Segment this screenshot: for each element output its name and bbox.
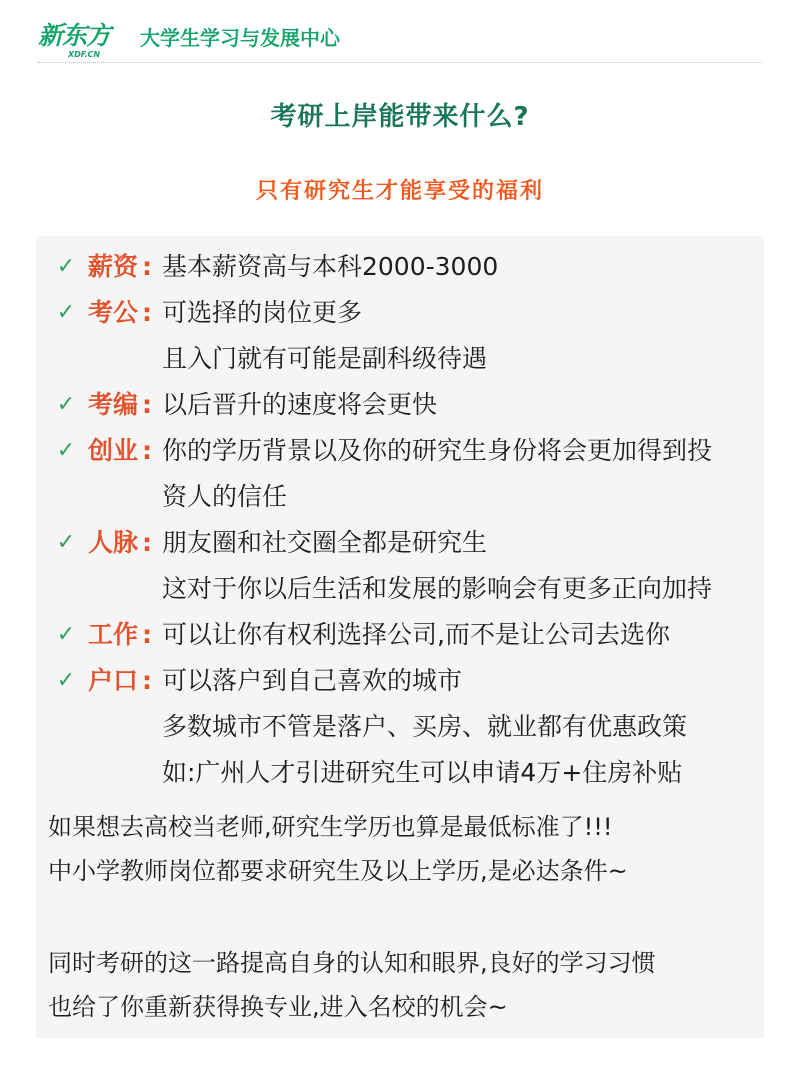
checkmark-icon: ✓ xyxy=(56,392,76,417)
benefit-desc: 可以落户到自己喜欢的城市 xyxy=(162,666,463,695)
benefit-desc: 基本薪资高与本科2000-3000 xyxy=(162,252,499,281)
benefit-label: 创业 xyxy=(88,436,139,465)
benefit-continuation xyxy=(36,336,764,382)
checkmark-icon: ✓ xyxy=(56,300,76,325)
closing-paragraph-line: 同时考研的这一路提高自身的认知和眼界,良好的学习习惯 xyxy=(48,949,656,977)
benefit-colon: : xyxy=(142,298,152,327)
benefit-label: 人脉 xyxy=(88,528,139,557)
benefit-colon: : xyxy=(142,620,152,649)
benefit-colon: : xyxy=(142,390,152,419)
logo-text: 新东方 xyxy=(38,21,111,50)
main-title: 考研上岸能带来什么? xyxy=(270,102,530,132)
closing-paragraph-line: 也给了你重新获得换专业,进入名校的机会~ xyxy=(48,993,508,1021)
benefit-desc-line: 多数城市不管是落户、买房、就业都有优惠政策 xyxy=(162,712,688,741)
content-panel xyxy=(36,236,764,1038)
benefit-continuation xyxy=(36,474,764,520)
benefit-label: 户口 xyxy=(88,666,139,695)
benefit-colon: : xyxy=(142,666,152,695)
checkmark-icon: ✓ xyxy=(56,438,76,463)
benefit-item-job xyxy=(36,612,764,658)
header-title: 大学生学习与发展中心 xyxy=(140,26,340,50)
benefit-continuation xyxy=(36,704,764,750)
benefit-desc: 可以让你有权利选择公司,而不是让公司去选你 xyxy=(162,620,670,649)
logo xyxy=(38,22,120,62)
benefit-item-startup xyxy=(36,428,764,474)
benefit-item-network xyxy=(36,520,764,566)
benefit-label: 考公 xyxy=(88,298,139,327)
benefit-item-hukou xyxy=(36,658,764,704)
checkmark-icon: ✓ xyxy=(56,668,76,693)
benefit-continuation xyxy=(36,750,764,796)
closing-paragraph-line: 中小学教师岗位都要求研究生及以上学历,是必达条件~ xyxy=(48,857,628,885)
benefit-desc: 朋友圈和社交圈全都是研究生 xyxy=(162,528,488,557)
benefit-desc: 以后晋升的速度将会更快 xyxy=(162,390,438,419)
benefit-desc: 可选择的岗位更多 xyxy=(162,298,363,327)
benefit-colon: : xyxy=(142,436,152,465)
header-divider xyxy=(38,62,762,63)
benefit-colon: : xyxy=(142,252,152,281)
header xyxy=(38,20,762,64)
benefit-item-public-institution xyxy=(36,382,764,428)
benefit-desc-line: 资人的信任 xyxy=(162,482,288,511)
benefit-desc: 你的学历背景以及你的研究生身份将会更加得到投 xyxy=(162,436,713,465)
benefit-item-salary xyxy=(36,244,764,290)
benefit-desc-line: 如:广州人才引进研究生可以申请4万+住房补贴 xyxy=(162,758,683,787)
checkmark-icon: ✓ xyxy=(56,622,76,647)
sub-title: 只有研究生才能享受的福利 xyxy=(255,179,544,204)
checkmark-icon: ✓ xyxy=(56,530,76,555)
logo-subtext: XDF.CN xyxy=(68,50,101,59)
benefit-label: 工作 xyxy=(88,620,139,649)
benefit-desc-line: 这对于你以后生活和发展的影响会有更多正向加持 xyxy=(162,574,713,603)
benefit-label: 薪资 xyxy=(88,252,139,281)
benefit-colon: : xyxy=(142,528,152,557)
benefit-desc-line: 且入门就有可能是副科级待遇 xyxy=(162,344,488,373)
benefit-label: 考编 xyxy=(88,390,139,419)
checkmark-icon: ✓ xyxy=(56,254,76,279)
closing-paragraph-line: 如果想去高校当老师,研究生学历也算是最低标准了!!! xyxy=(48,813,613,841)
benefit-continuation xyxy=(36,566,764,612)
benefit-item-civil-service xyxy=(36,290,764,336)
